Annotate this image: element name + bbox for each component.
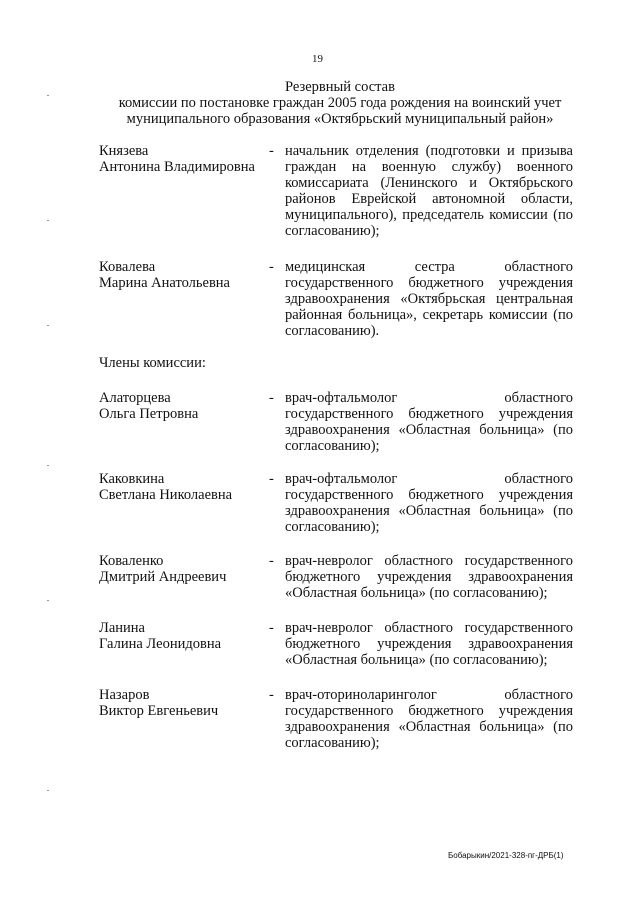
person-role: врач-невролог областного государственного бюджетного учреждения здравоохранения «Областная больница» (по согласованию); (285, 553, 573, 601)
dash-separator: - (269, 259, 274, 275)
surname: Ковалева (99, 259, 156, 275)
person-name (99, 620, 269, 652)
dash-separator: - (269, 553, 274, 569)
person-role: начальник отделения (подготовки и призыва граждан на военную службу) военного комиссариата (Ленинского и Октябрьского районов Еврейской автономной области, муниципального), председатель комиссии (по согласованию); (285, 143, 573, 239)
given-names: Светлана Николаевна (99, 487, 233, 503)
person-role: медицинская сестра областного государственного бюджетного учреждения здравоохранения «Октябрьская центральная районная больница», секретарь комиссии (по согласованию). (285, 259, 573, 339)
given-names: Антонина Владимировна (99, 159, 255, 175)
person-role: врач-офтальмолог областного государственного бюджетного учреждения здравоохранения «Областная больница» (по согласованию); (285, 471, 573, 535)
scan-speck (47, 465, 49, 466)
person-name (99, 143, 269, 175)
surname: Князева (99, 143, 149, 159)
scan-speck (47, 600, 49, 601)
given-names: Ольга Петровна (99, 406, 199, 422)
document-code: Бобарыкин/2021-328-пг-ДРБ(1) (448, 851, 564, 860)
members-heading: Члены комиссии: (99, 355, 206, 371)
scan-speck (47, 790, 49, 791)
scan-speck (47, 325, 49, 326)
heading-subtitle-line-2: муниципального образования «Октябрьский муниципальный район» (126, 111, 554, 127)
person-name (99, 390, 269, 422)
surname: Алаторцева (99, 390, 171, 406)
given-names: Дмитрий Андреевич (99, 569, 227, 585)
person-name (99, 471, 269, 503)
surname: Коваленко (99, 553, 164, 569)
page-number: 19 (312, 53, 323, 65)
surname: Ланина (99, 620, 145, 636)
document-heading (80, 79, 600, 127)
heading-subtitle-line-1: комиссии по постановке граждан 2005 года рождения на воинский учет (118, 95, 562, 111)
given-names: Виктор Евгеньевич (99, 703, 219, 719)
heading-title: Резервный состав (285, 79, 395, 95)
surname: Каковкина (99, 471, 165, 487)
scan-speck (47, 220, 49, 221)
dash-separator: - (269, 687, 274, 703)
dash-separator: - (269, 143, 274, 159)
person-role: врач-невролог областного государственного бюджетного учреждения здравоохранения «Областная больница» (по согласованию); (285, 620, 573, 668)
dash-separator: - (269, 390, 274, 406)
given-names: Марина Анатольевна (99, 275, 230, 291)
scan-speck (47, 95, 49, 96)
given-names: Галина Леонидовна (99, 636, 222, 652)
person-name (99, 259, 269, 291)
person-name (99, 687, 269, 719)
dash-separator: - (269, 620, 274, 636)
dash-separator: - (269, 471, 274, 487)
person-role: врач-оториноларинголог областного государственного бюджетного учреждения здравоохранения «Областная больница» (по согласованию); (285, 687, 573, 751)
person-name (99, 553, 269, 585)
person-role: врач-офтальмолог областного государственного бюджетного учреждения здравоохранения «Областная больница» (по согласованию); (285, 390, 573, 454)
surname: Назаров (99, 687, 150, 703)
